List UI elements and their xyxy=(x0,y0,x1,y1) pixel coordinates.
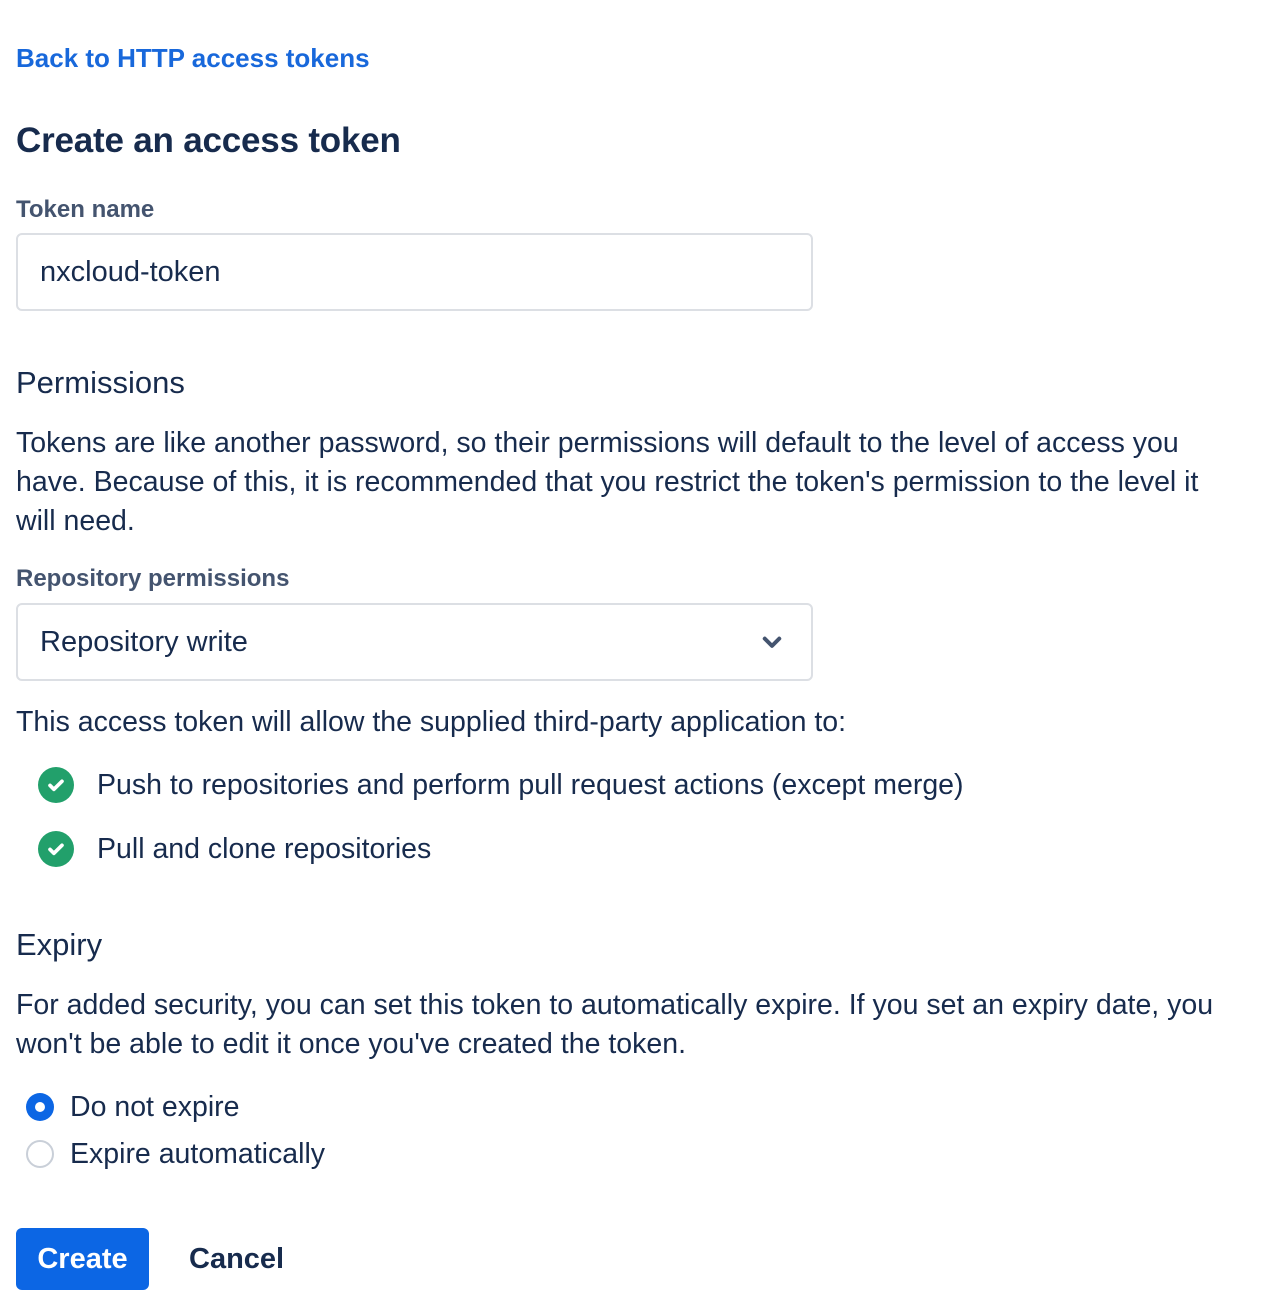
cancel-button[interactable]: Cancel xyxy=(189,1242,285,1275)
token-name-input[interactable] xyxy=(16,233,813,311)
page-title: Create an access token xyxy=(16,121,401,160)
repository-permissions-selected-value: Repository write xyxy=(40,625,248,658)
radio-option-expire-automatically[interactable] xyxy=(16,1133,1224,1175)
repository-permissions-label: Repository permissions xyxy=(16,565,290,592)
token-name-label: Token name xyxy=(16,196,155,223)
permissions-heading: Permissions xyxy=(16,365,185,400)
back-to-http-access-tokens-link[interactable]: Back to HTTP access tokens xyxy=(16,43,370,73)
capability-text: Push to repositories and perform pull request actions (except merge) xyxy=(97,768,964,801)
radio-option-label: Do not expire xyxy=(70,1090,240,1123)
chevron-down-icon xyxy=(757,627,787,657)
form-actions xyxy=(16,1228,1224,1290)
permissions-description: Tokens are like another password, so their permissions will default to the level of access you have. Because of this, it is recommended that you restrict the token's permission to the level it will need. xyxy=(16,427,1199,537)
radio-button-icon[interactable] xyxy=(26,1093,54,1121)
radio-option-label: Expire automatically xyxy=(70,1137,326,1170)
check-icon xyxy=(38,831,74,867)
radio-button-icon[interactable] xyxy=(26,1140,54,1168)
expiry-description: For added security, you can set this token to automatically expire. If you set an expiry date, you won't be able to edit it once you've created the token. xyxy=(16,989,1214,1060)
create-button[interactable]: Create xyxy=(16,1228,149,1290)
allow-intro-text: This access token will allow the supplied third-party application to: xyxy=(16,706,847,738)
capability-item xyxy=(16,829,1224,869)
capability-text: Pull and clone repositories xyxy=(97,832,432,865)
expiry-radio-group xyxy=(16,1086,1224,1175)
check-icon xyxy=(38,767,74,803)
radio-option-do-not-expire[interactable] xyxy=(16,1086,1224,1128)
repository-permissions-select[interactable] xyxy=(16,603,813,681)
expiry-heading: Expiry xyxy=(16,927,103,962)
capability-list xyxy=(16,765,1224,869)
capability-item xyxy=(16,765,1224,805)
